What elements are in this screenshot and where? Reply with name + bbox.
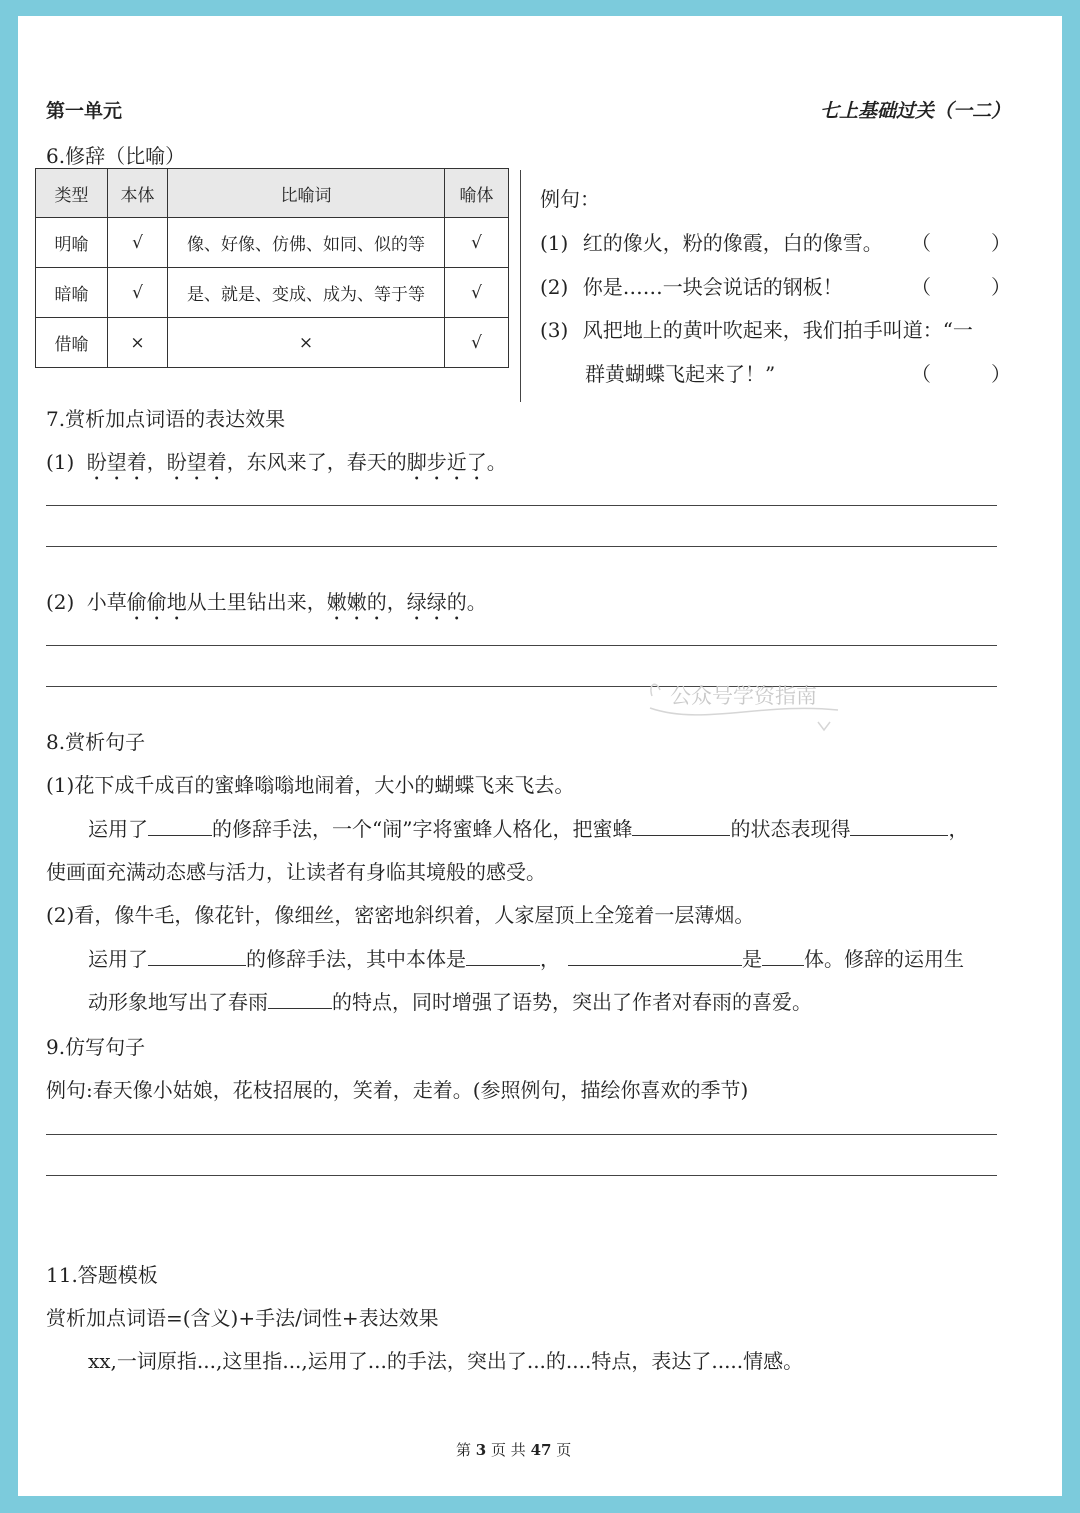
answer-template: xx,一词原指...,这里指...,运用了...的手法，突出了...的....特点，表达了.....情感。 [88, 1349, 804, 1373]
text-span: ， [146, 450, 167, 474]
watermark-text: 公众号学资指南 [670, 684, 817, 708]
text-span: 的修辞手法，一个“闹”字将蜜蜂人格化，把蜜蜂 [212, 817, 633, 841]
fill-blank[interactable] [762, 945, 804, 966]
table-row [36, 318, 509, 368]
text-span: 体。修辞的运用生 [804, 947, 964, 971]
text-span: ， [948, 817, 969, 841]
page-footer [456, 1439, 571, 1460]
answer-8-2-line2 [88, 986, 812, 1015]
section-7-title: 7.赏析加点词语的表达效果 [46, 407, 286, 431]
text-span: 运用了 [88, 947, 148, 971]
table-cell: × [168, 318, 445, 368]
dotted-word: 绿绿的 [406, 590, 467, 614]
table-row [36, 218, 509, 268]
answer-line[interactable] [46, 686, 997, 687]
fill-blank[interactable] [632, 815, 730, 836]
table-header: 比喻词 [168, 169, 445, 218]
answer-line[interactable] [46, 645, 997, 646]
table-header: 喻体 [445, 169, 509, 218]
dotted-word: 盼望着 [86, 450, 147, 474]
unit-label: 第一单元 [46, 100, 123, 122]
dotted-word: 脚步近了 [406, 450, 487, 474]
table-cell: 暗喻 [36, 268, 108, 318]
answer-line[interactable] [46, 1134, 997, 1135]
example-3-continued: 群黄蝴蝶飞起来了！” [585, 362, 776, 386]
footer-text: 页 [556, 1441, 572, 1459]
page-number: 3 [475, 1441, 487, 1459]
answer-line[interactable] [46, 546, 997, 547]
section-8-title: 8.赏析句子 [46, 730, 146, 754]
fill-blank[interactable] [268, 988, 332, 1009]
example-number: (3) [540, 318, 569, 342]
example-text: 红的像火，粉的像霞，白的像雪。 [582, 231, 883, 255]
section-9-title: 9.仿写句子 [46, 1035, 146, 1059]
table-cell: √ [108, 218, 168, 268]
text-span: ， [540, 947, 560, 971]
worksheet-page [18, 16, 1062, 1496]
example-text: 你是……一块会说话的钢板！ [582, 275, 843, 299]
table-header-row [36, 169, 509, 218]
table-cell: √ [445, 318, 509, 368]
text-span: ， [386, 590, 407, 614]
total-pages: 47 [530, 1441, 552, 1459]
text-span: 运用了 [88, 817, 148, 841]
table-cell: 是、就是、变成、成为、等于等 [168, 268, 445, 318]
answer-formula: 赏析加点词语=(含义)+手法/词性+表达效果 [46, 1306, 439, 1330]
imitation-example: 例句:春天像小姑娘，花枝招展的，笑着，走着。(参照例句，描绘你喜欢的季节) [46, 1078, 749, 1102]
booklet-title: 七上基础过关（一二） [819, 100, 1010, 122]
fill-blank[interactable] [568, 945, 742, 966]
dotted-word: 嫩嫩的 [326, 590, 387, 614]
answer-8-1-line2: 使画面充满动态感与活力，让读者有身临其境般的感受。 [46, 860, 546, 884]
text-span: 小草 [86, 590, 127, 614]
fill-blank[interactable] [148, 815, 212, 836]
question-8-2: (2)看，像牛毛，像花针，像细丝，密密地斜织着，人家屋顶上全笼着一层薄烟。 [46, 903, 755, 927]
answer-paren[interactable]: （ ） [911, 231, 1011, 255]
text-span: 是 [742, 947, 762, 971]
section-6-title: 6.修辞（比喻） [46, 144, 186, 168]
table-cell: √ [108, 268, 168, 318]
answer-8-2-line1 [88, 943, 964, 972]
answer-paren[interactable]: （ ） [911, 275, 1011, 299]
text-span: 的特点，同时增强了语势，突出了作者对春雨的喜爱。 [332, 990, 812, 1014]
question-number: (2) [46, 590, 75, 614]
dotted-word: 偷偷地 [126, 590, 187, 614]
text-span: 的修辞手法，其中本体是 [246, 947, 466, 971]
table-cell: 明喻 [36, 218, 108, 268]
column-divider [520, 170, 521, 402]
examples-title: 例句： [540, 187, 600, 211]
text-span: 动形象地写出了春雨 [88, 990, 268, 1014]
answer-line[interactable] [46, 1175, 997, 1176]
example-text: 风把地上的黄叶吹起来，我们拍手叫道：“一 [582, 318, 973, 342]
question-7-2 [46, 586, 487, 625]
text-span: 的状态表现得 [730, 817, 851, 841]
table-cell: 借喻 [36, 318, 108, 368]
section-11-title: 11.答题模板 [46, 1263, 158, 1287]
example-2 [540, 271, 843, 300]
metaphor-table [35, 168, 509, 368]
table-header: 类型 [36, 169, 108, 218]
example-3 [540, 314, 973, 343]
table-cell: 像、好像、仿佛、如同、似的等 [168, 218, 445, 268]
fill-blank[interactable] [148, 945, 246, 966]
text-span: 。 [486, 450, 507, 474]
answer-paren[interactable]: （ ） [911, 362, 1011, 386]
text-span: ，东风来了，春天的 [226, 450, 407, 474]
fill-blank[interactable] [466, 945, 540, 966]
table-cell: × [108, 318, 168, 368]
table-cell: √ [445, 218, 509, 268]
example-1 [540, 227, 883, 256]
footer-text: 页 共 [491, 1441, 526, 1459]
table-row [36, 268, 509, 318]
text-span: 。 [466, 590, 487, 614]
answer-line[interactable] [46, 505, 997, 506]
footer-text: 第 [456, 1441, 472, 1459]
table-cell: √ [445, 268, 509, 318]
question-7-1 [46, 446, 507, 485]
fill-blank[interactable] [850, 815, 948, 836]
example-number: (1) [540, 231, 569, 255]
watermark-swash-icon [642, 666, 842, 736]
example-number: (2) [540, 275, 569, 299]
table-header: 本体 [108, 169, 168, 218]
question-8-1: (1)花下成千成百的蜜蜂嗡嗡地闹着，大小的蝴蝶飞来飞去。 [46, 773, 575, 797]
question-number: (1) [46, 450, 75, 474]
dotted-word: 盼望着 [166, 450, 227, 474]
answer-8-1-line1 [88, 813, 968, 842]
text-span: 从土里钻出来， [186, 590, 327, 614]
